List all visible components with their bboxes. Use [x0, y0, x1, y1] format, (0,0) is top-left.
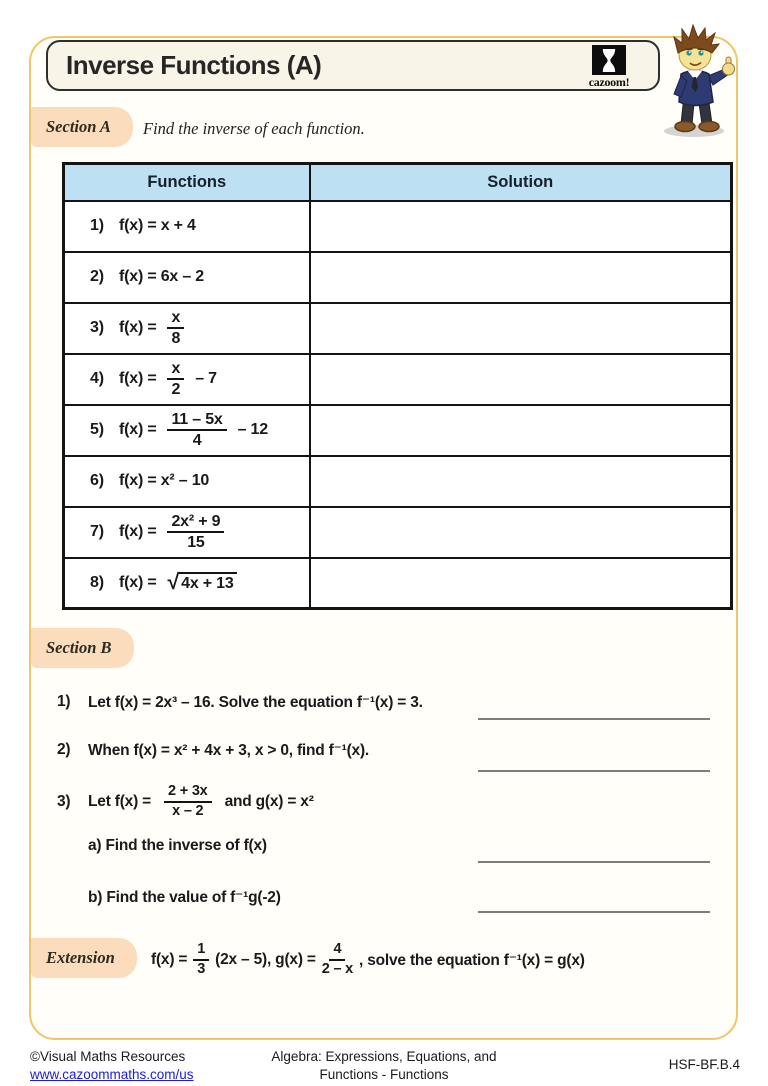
answer-line[interactable] — [478, 861, 710, 863]
square-root: √ 4x + 13 — [167, 572, 236, 593]
topic-line-1: Algebra: Expressions, Equations, and — [271, 1049, 497, 1064]
footer-copyright-block — [30, 1048, 194, 1084]
question-number: 7) — [90, 523, 104, 540]
answer-line[interactable] — [478, 911, 710, 913]
function-expression: f(x) = x² – 10 — [119, 472, 210, 489]
solution-cell[interactable] — [310, 354, 732, 405]
radical-sign: √ — [167, 569, 180, 595]
section-a-instruction: Find the inverse of each function. — [143, 119, 365, 138]
solution-cell[interactable] — [310, 201, 732, 252]
question-number: 6) — [90, 472, 104, 489]
topic-line-2: Functions - Functions — [319, 1067, 449, 1083]
question-number: 5) — [90, 421, 104, 438]
fraction: $\frac{1}{3}$ — [193, 942, 209, 977]
footer-topic-block — [234, 1048, 534, 1084]
title-box — [46, 40, 660, 91]
copyright-text: ©Visual Maths Resources — [30, 1049, 186, 1064]
function-expression: f(x) = — [119, 370, 157, 387]
function-expression-suffix: – 12 — [237, 421, 268, 438]
mascot-illustration — [648, 24, 743, 139]
question-text: Let f(x) = — [88, 793, 152, 810]
standard-code: HSF-BF.B.4 — [668, 1057, 740, 1072]
solution-cell[interactable] — [310, 252, 732, 303]
answer-line[interactable] — [478, 770, 710, 772]
hourglass-icon — [592, 45, 626, 75]
solution-cell[interactable] — [310, 558, 732, 609]
section-b-question-3b: b) Find the value of f⁻¹g(-2) — [88, 889, 281, 906]
table-header-row — [64, 164, 732, 201]
table-row — [64, 558, 732, 609]
section-b-label: Section B — [31, 628, 134, 668]
fraction: $\frac{11 - 5x}{4}$ — [167, 411, 226, 450]
fraction: $\frac{4}{2 - x}$ — [321, 941, 353, 977]
table-row — [64, 303, 732, 354]
table-row — [64, 405, 732, 456]
question-number: 3) — [57, 793, 71, 810]
cazoommaths-link[interactable]: www.cazoommaths.com/us — [30, 1067, 194, 1083]
function-expression: f(x) = — [119, 523, 157, 540]
table-row — [64, 252, 732, 303]
function-expression: f(x) = x + 4 — [119, 217, 196, 234]
fraction: $\frac{2 + 3x}{x - 2}$ — [164, 784, 212, 819]
question-number: 2) — [57, 741, 71, 758]
function-expression: f(x) = — [119, 421, 157, 438]
fraction: $\frac{\text{2x² + 9}}{15}$ — [167, 513, 224, 552]
solution-cell[interactable] — [310, 456, 732, 507]
question-text: Let f(x) = 2x³ – 16. Solve the equation f⁻¹(x) = 3. — [88, 694, 423, 711]
column-header-solution: Solution — [310, 164, 732, 201]
question-text-suffix: and g(x) = x² — [224, 793, 314, 810]
fraction: $\frac{x}{2}$ — [167, 360, 184, 399]
table-row — [64, 456, 732, 507]
formula-text: f(x) = — [151, 951, 188, 968]
page-title: Inverse Functions (A) — [66, 50, 322, 80]
answer-line[interactable] — [478, 718, 710, 720]
question-number: 4) — [90, 370, 104, 387]
section-b-question-3a: a) Find the inverse of f(x) — [88, 837, 267, 854]
table-row — [64, 354, 732, 405]
cazoom-logo-text: cazoom! — [588, 75, 630, 89]
question-number: 1) — [57, 693, 71, 710]
function-expression: f(x) = 6x – 2 — [119, 268, 205, 285]
table-row — [64, 201, 732, 252]
section-a-label: Section A — [31, 107, 133, 147]
cazoom-logo — [586, 45, 632, 90]
section-b-question-1 — [57, 693, 423, 712]
extension-formula — [151, 940, 585, 980]
function-expression: f(x) = — [119, 573, 157, 591]
solution-cell[interactable] — [310, 507, 732, 558]
section-b-question-3 — [57, 782, 314, 822]
functions-table — [62, 162, 733, 610]
table-row — [64, 507, 732, 558]
solution-cell[interactable] — [310, 405, 732, 456]
question-number: 1) — [90, 217, 104, 234]
column-header-functions: Functions — [64, 164, 310, 201]
function-expression: f(x) = — [119, 319, 157, 336]
formula-text: , solve the equation f⁻¹(x) = g(x) — [359, 951, 585, 969]
section-b-question-2 — [57, 741, 369, 760]
fraction: $\frac{x}{8}$ — [167, 309, 184, 348]
function-expression-suffix: – 7 — [195, 370, 217, 387]
extension-label: Extension — [31, 938, 137, 978]
formula-text: (2x – 5), g(x) = — [215, 951, 316, 968]
question-number: 2) — [90, 268, 104, 285]
question-number: 3) — [90, 319, 104, 336]
solution-cell[interactable] — [310, 303, 732, 354]
question-number: 8) — [90, 573, 104, 591]
question-text: When f(x) = x² + 4x + 3, x > 0, find f⁻¹(x). — [88, 742, 370, 759]
